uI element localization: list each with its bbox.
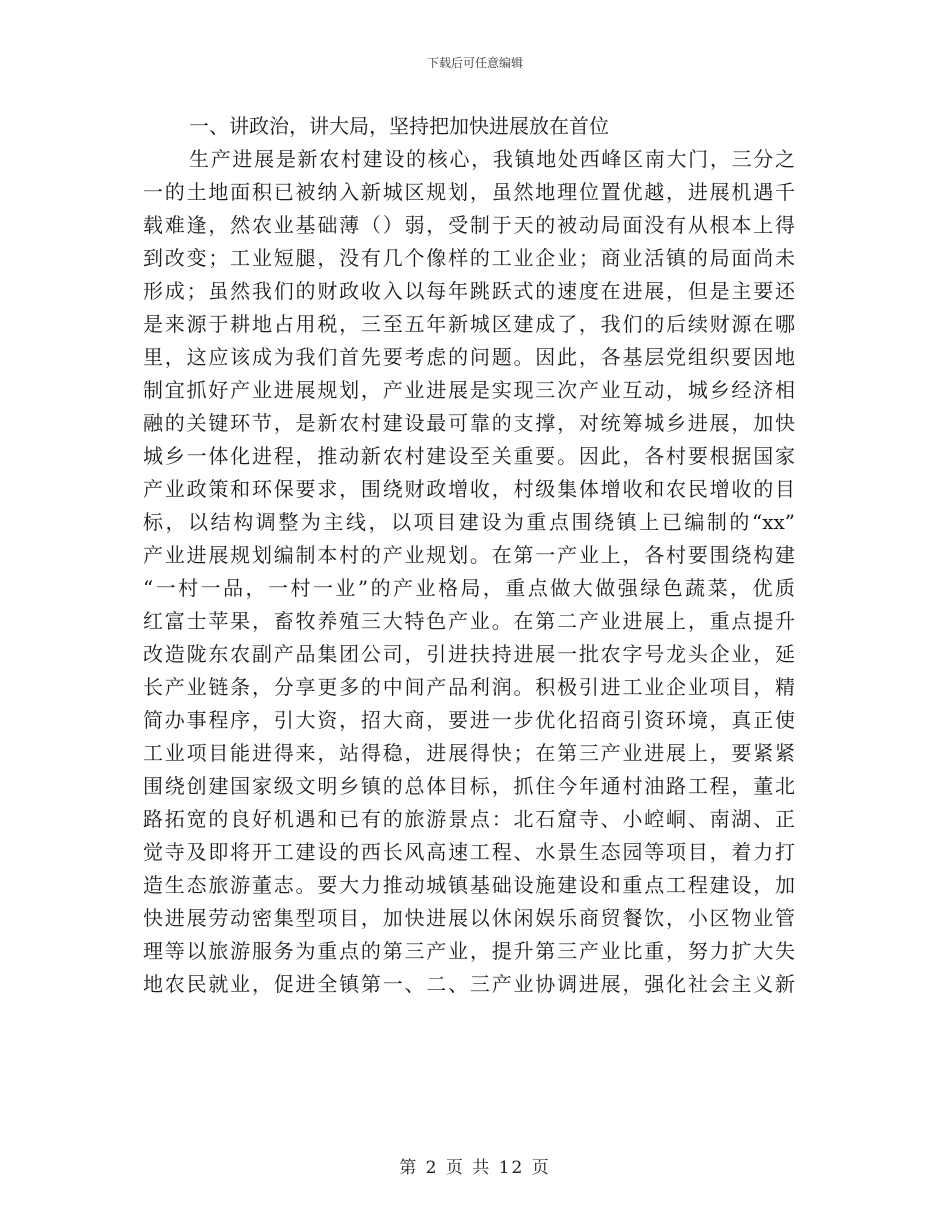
- paragraph-line: 一的土地面积已被纳入新城区规划，虽然地理位置优越，进展机遇千: [143, 180, 795, 204]
- paragraph-line: 产业进展规划编制本村的产业规划。在第一产业上，各村要围绕构建: [143, 543, 795, 567]
- paragraph-line: 简办事程序，引大资，招大商，要进一步优化招商引资环境，真正使: [143, 708, 795, 732]
- page-number-footer: 第 2 页 共 12 页: [399, 1158, 551, 1178]
- section-heading: 一、讲政治，讲大局，坚持把加快进展放在首位: [189, 114, 609, 138]
- paragraph-line: 地农民就业，促进全镇第一、二、三产业协调进展，强化社会主义新: [143, 972, 795, 996]
- paragraph-line: 快进展劳动密集型项目，加快进展以休闲娱乐商贸餐饮，小区物业管: [143, 906, 795, 930]
- paragraph-line: 红富士苹果，畜牧养殖三大特色产业。在第二产业进展上，重点提升: [143, 609, 795, 633]
- paragraph-line: 工业项目能进得来，站得稳，进展得快；在第三产业进展上，要紧紧: [143, 741, 795, 765]
- paragraph-line: 里，这应该成为我们首先要考虑的问题。因此，各基层党组织要因地: [143, 345, 795, 369]
- paragraph-line: 生产进展是新农村建设的核心，我镇地处西峰区南大门，三分之: [189, 147, 795, 171]
- paragraph-line: 造生态旅游董志。要大力推动城镇基础设施建设和重点工程建设，加: [143, 873, 795, 897]
- paragraph-line: 长产业链条，分享更多的中间产品利润。积极引进工业企业项目，精: [143, 675, 795, 699]
- paragraph-line: “一村一品，一村一业”的产业格局，重点做大做强绿色蔬菜，优质: [143, 576, 795, 600]
- paragraph-line: 是来源于耕地占用税，三至五年新城区建成了，我们的后续财源在哪: [143, 312, 795, 336]
- paragraph-line: 改造陇东农副产品集团公司，引进扶持进展一批农字号龙头企业，延: [143, 642, 795, 666]
- paragraph-line: 标，以结构调整为主线，以项目建设为重点围绕镇上已编制的“xx”: [143, 510, 795, 534]
- paragraph-line: 路拓宽的良好机遇和已有的旅游景点：北石窟寺、小崆峒、南湖、正: [143, 807, 795, 831]
- document-body: [143, 110, 795, 1001]
- paragraph-line: 理等以旅游服务为重点的第三产业，提升第三产业比重，努力扩大失: [143, 939, 795, 963]
- paragraph-line: 制宜抓好产业进展规划，产业进展是实现三次产业互动，城乡经济相: [143, 378, 795, 402]
- paragraph-line: 围绕创建国家级文明乡镇的总体目标，抓住今年通村油路工程，董北: [143, 774, 795, 798]
- paragraph-line: 载难逢，然农业基础薄（）弱，受制于天的被动局面没有从根本上得: [143, 213, 795, 237]
- paragraph-line: 觉寺及即将开工建设的西长风高速工程、水景生态园等项目，着力打: [143, 840, 795, 864]
- paragraph-line: 城乡一体化进程，推动新农村建设至关重要。因此，各村要根据国家: [143, 444, 795, 468]
- page-header: 下载后可任意编辑: [426, 56, 523, 70]
- paragraph-line: 融的关键环节，是新农村建设最可靠的支撑，对统筹城乡进展，加快: [143, 411, 795, 435]
- paragraph-line: 产业政策和环保要求，围绕财政增收，村级集体增收和农民增收的目: [143, 477, 795, 501]
- paragraph-line: 到改变；工业短腿，没有几个像样的工业企业；商业活镇的局面尚未: [143, 246, 795, 270]
- paragraph-line: 形成；虽然我们的财政收入以每年跳跃式的速度在进展，但是主要还: [143, 279, 795, 303]
